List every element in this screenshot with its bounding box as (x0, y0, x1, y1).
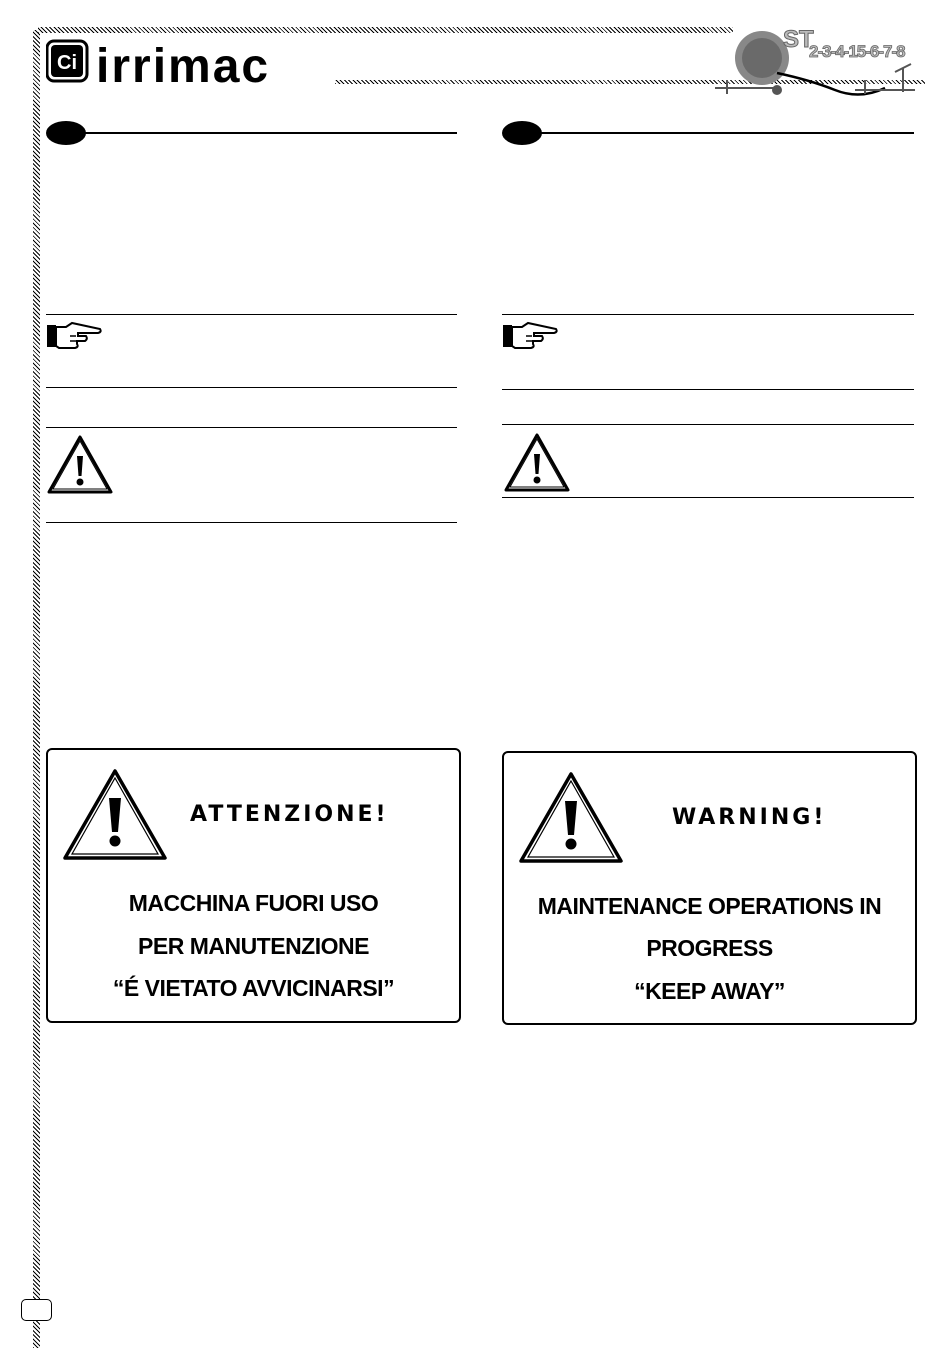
warning-triangle-icon (503, 432, 571, 492)
divider (46, 387, 457, 388)
sign-line: “KEEP AWAY” (634, 978, 785, 1004)
warning-triangle-icon (62, 768, 168, 862)
warning-triangle-icon (46, 434, 114, 494)
sign-title: WARNING! (672, 805, 827, 830)
sign-line: MAINTENANCE OPERATIONS IN (537, 893, 882, 919)
warning-sign-italian (46, 748, 461, 1023)
svg-text:irrimac: irrimac (96, 40, 271, 88)
pointing-hand-icon (502, 321, 558, 351)
top-border (38, 27, 733, 33)
model-numbers: 2-3-4-15-6-7-8 (809, 42, 905, 61)
model-prefix: ST (783, 26, 814, 53)
divider (46, 427, 457, 428)
divider (46, 314, 457, 315)
brand-logo (46, 38, 338, 88)
hose-reel-machine-icon (715, 28, 925, 98)
sign-line: PER MANUTENZIONE (138, 933, 369, 959)
left-border (33, 30, 40, 1348)
model-badge (715, 28, 925, 98)
sign-line: “É VIETATO AVVICINARSI” (112, 975, 395, 1001)
section-rule-right (536, 132, 914, 134)
divider (502, 497, 914, 498)
divider (502, 389, 914, 390)
divider (502, 314, 914, 315)
warning-triangle-icon (518, 771, 624, 865)
divider (502, 424, 914, 425)
section-rule-left (80, 132, 457, 134)
page-number-tab (21, 1299, 52, 1321)
pointing-hand-icon (46, 321, 102, 351)
sign-title: ATTENZIONE! (190, 802, 389, 827)
svg-text:Ci: Ci (57, 52, 77, 74)
divider (46, 522, 457, 523)
sign-line: PROGRESS (646, 935, 773, 961)
irrimac-logo-icon (46, 38, 338, 88)
warning-sign-english (502, 751, 917, 1025)
sign-line: MACCHINA FUORI USO (128, 890, 379, 916)
